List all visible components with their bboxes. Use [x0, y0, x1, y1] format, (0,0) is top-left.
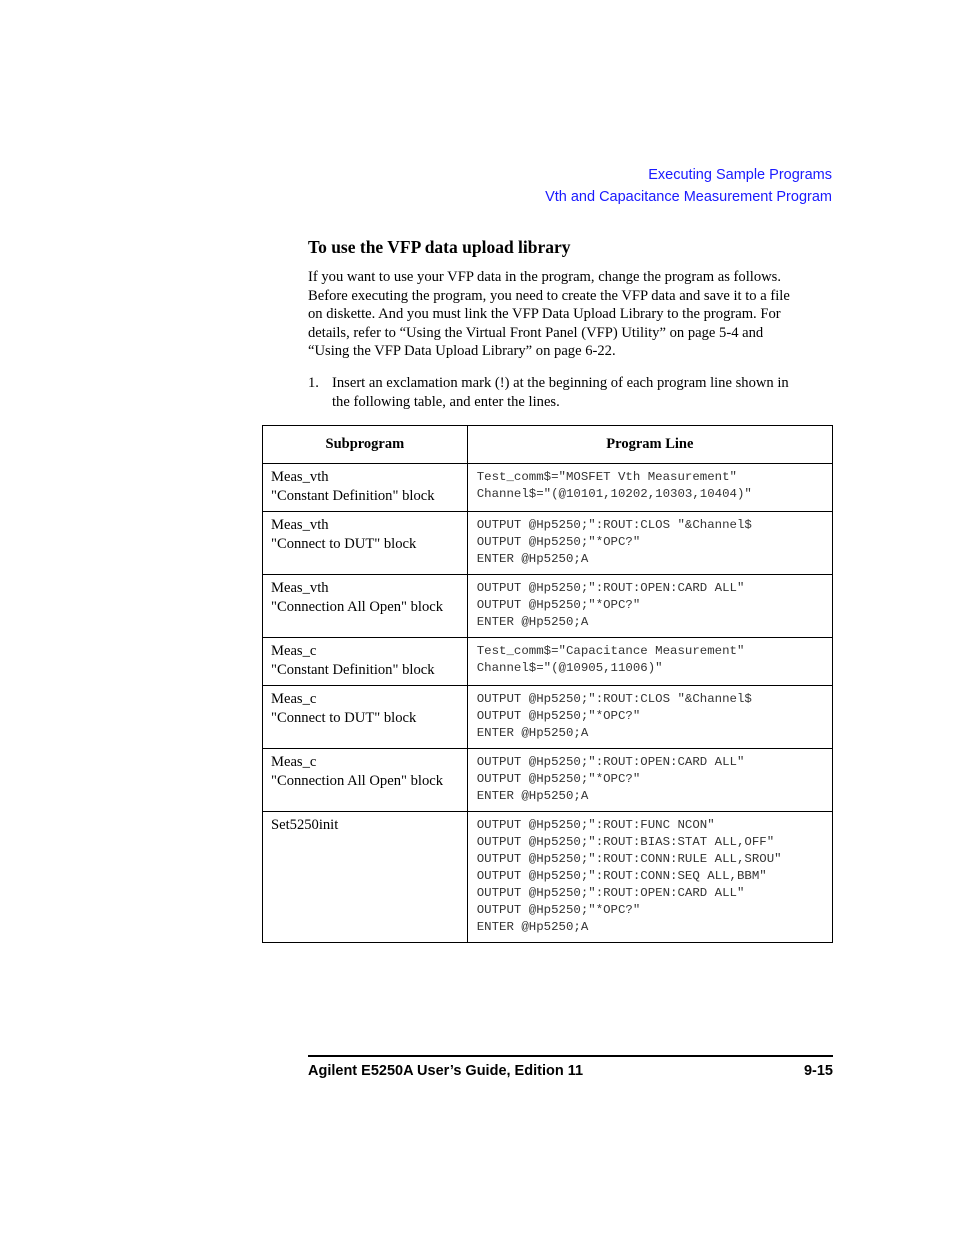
- step-1: [308, 374, 838, 411]
- subprogram-line: "Connection All Open" block: [271, 598, 444, 615]
- program-line: OUTPUT @Hp5250;":ROUT:FUNC NCON": [476, 818, 715, 833]
- program-line-cell: [467, 638, 832, 686]
- program-line: ENTER @Hp5250;A: [476, 552, 589, 567]
- program-line-cell: [467, 686, 832, 749]
- program-line: OUTPUT @Hp5250;"*OPC?": [476, 772, 641, 787]
- subprogram-cell: [263, 749, 468, 812]
- program-line-cell: [467, 464, 832, 512]
- program-line: ENTER @Hp5250;A: [476, 789, 589, 804]
- subprogram-line: Meas_c: [271, 754, 317, 771]
- program-line: ENTER @Hp5250;A: [476, 726, 589, 741]
- program-line: OUTPUT @Hp5250;"*OPC?": [476, 535, 641, 550]
- footer-title: Agilent E5250A User’s Guide, Edition 11: [308, 1063, 584, 1079]
- table-body: [263, 464, 833, 943]
- subprogram-cell: [263, 575, 468, 638]
- step-number: 1.: [308, 375, 319, 391]
- table-row: [263, 686, 833, 749]
- program-line-table: [262, 425, 833, 943]
- program-line: OUTPUT @Hp5250;":ROUT:OPEN:CARD ALL": [476, 581, 745, 596]
- header-section: Vth and Capacitance Measurement Program: [545, 189, 832, 205]
- subprogram-line: Meas_vth: [271, 469, 329, 485]
- subprogram-cell: [263, 464, 468, 512]
- program-line: Channel$="(@10101,10202,10303,10404)": [476, 487, 752, 501]
- step-text: [332, 374, 838, 411]
- section-title: To use the VFP data upload library: [308, 237, 571, 257]
- intro-line: If you want to use your VFP data in the program, change the program as follows.: [308, 269, 781, 285]
- program-line-cell: [467, 575, 832, 638]
- program-line: OUTPUT @Hp5250;"*OPC?": [476, 903, 641, 918]
- table-row: [263, 812, 833, 943]
- program-line-cell: [467, 812, 832, 943]
- program-line: OUTPUT @Hp5250;":ROUT:OPEN:CARD ALL": [476, 886, 745, 901]
- subprogram-line: "Constant Definition" block: [271, 661, 435, 678]
- program-line: OUTPUT @Hp5250;":ROUT:CLOS "&Channel$: [476, 692, 752, 707]
- program-line: Test_comm$="MOSFET Vth Measurement": [476, 470, 737, 484]
- subprogram-cell: [263, 638, 468, 686]
- intro-line: Before executing the program, you need to create the VFP data and save it to a file: [308, 287, 790, 304]
- subprogram-line: Meas_c: [271, 643, 317, 660]
- intro-line: on diskette. And you must link the VFP Data Upload Library to the program. For: [308, 306, 781, 323]
- program-line: ENTER @Hp5250;A: [476, 615, 589, 630]
- program-line: OUTPUT @Hp5250;":ROUT:CONN:SEQ ALL,BBM": [476, 869, 767, 884]
- column-header-subprogram: Subprogram: [263, 426, 468, 464]
- program-line: OUTPUT @Hp5250;":ROUT:BIAS:STAT ALL,OFF": [476, 835, 775, 850]
- table-row: [263, 512, 833, 575]
- footer-rule: [308, 1055, 833, 1057]
- table-row: [263, 575, 833, 638]
- subprogram-cell: [263, 686, 468, 749]
- program-line: OUTPUT @Hp5250;"*OPC?": [476, 709, 641, 724]
- subprogram-line: Meas_vth: [271, 580, 329, 597]
- column-header-program-line: Program Line: [467, 426, 832, 464]
- program-line: OUTPUT @Hp5250;":ROUT:CONN:RULE ALL,SROU": [476, 852, 782, 867]
- running-header: [545, 164, 832, 208]
- program-line-cell: [467, 512, 832, 575]
- footer-page-number: 9-15: [803, 1063, 833, 1079]
- table-row: [263, 749, 833, 812]
- subprogram-line: "Connect to DUT" block: [271, 709, 417, 726]
- intro-line: details, refer to “Using the Virtual Front Panel (VFP) Utility” on page 5-4 and: [308, 324, 764, 341]
- intro-paragraph: [308, 268, 838, 361]
- program-line: OUTPUT @Hp5250;"*OPC?": [476, 598, 641, 613]
- intro-line: “Using the VFP Data Upload Library” on page 6-22.: [308, 343, 616, 360]
- step-line: the following table, and enter the lines.: [332, 393, 560, 410]
- program-line: OUTPUT @Hp5250;":ROUT:OPEN:CARD ALL": [476, 755, 745, 770]
- program-line: Channel$="(@10905,11006)": [476, 661, 663, 676]
- program-line: Test_comm$="Capacitance Measurement": [476, 644, 745, 659]
- subprogram-cell: [263, 512, 468, 575]
- program-line-cell: [467, 749, 832, 812]
- table-header-row: [263, 426, 833, 464]
- subprogram-cell: [263, 812, 468, 943]
- table-row: [263, 464, 833, 512]
- program-line: OUTPUT @Hp5250;":ROUT:CLOS "&Channel$: [476, 518, 752, 533]
- subprogram-line: Meas_vth: [271, 517, 329, 534]
- header-chapter: Executing Sample Programs: [648, 167, 832, 183]
- subprogram-line: "Connection All Open" block: [271, 772, 444, 789]
- subprogram-line: "Constant Definition" block: [271, 487, 435, 504]
- step-line: Insert an exclamation mark (!) at the beginning of each program line shown in: [332, 375, 789, 391]
- program-line: ENTER @Hp5250;A: [476, 920, 589, 935]
- subprogram-line: "Connect to DUT" block: [271, 535, 417, 552]
- subprogram-line: Meas_c: [271, 691, 317, 708]
- subprogram-line: Set5250init: [271, 817, 339, 834]
- table-row: [263, 638, 833, 686]
